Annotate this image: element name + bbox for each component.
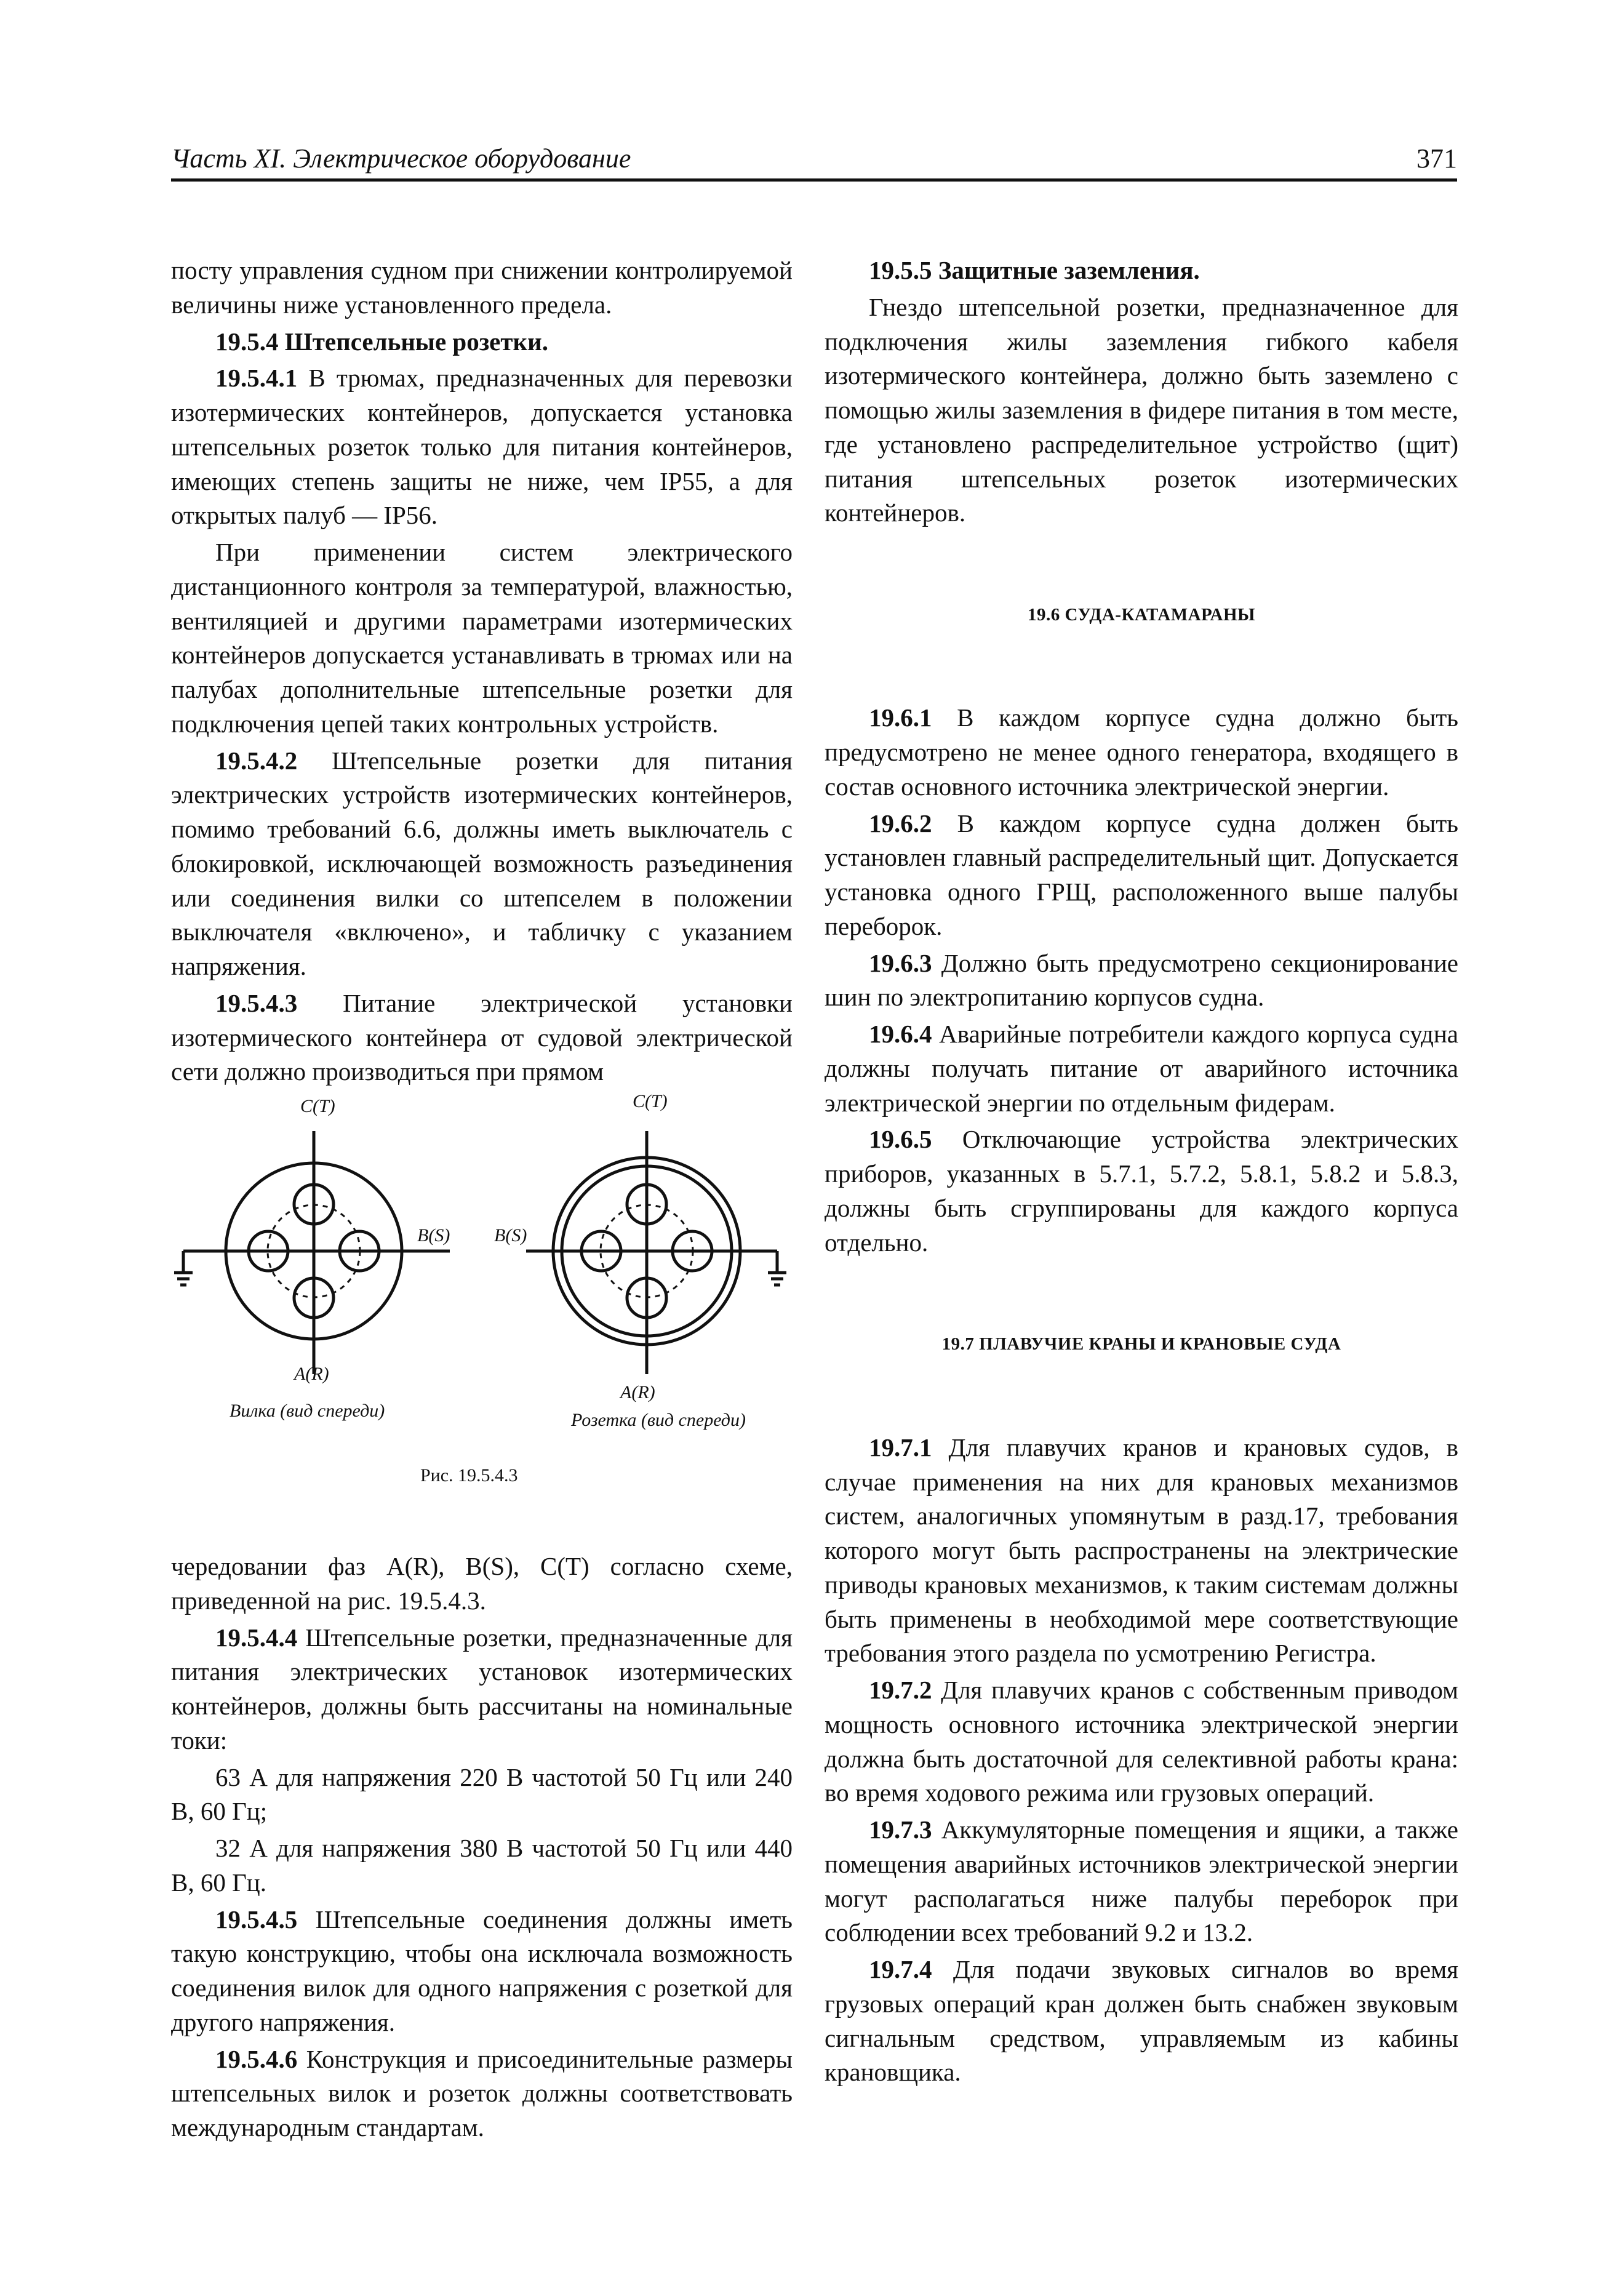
clause-text: Для плавучих кранов и крановых судов, в случае применения на них для крановых механизмов систем, аналогичных упомянутым в разд.17, требования которого могут быть распространены на электрические приводы крановых механизмов, к таким системам должны быть применены в необходимой мере соответствующие требования этого раздела по усмотрению Регистра. (825, 1433, 1458, 1668)
paragraph: 32 А для напряжения 380 В частотой 50 Гц или 440 В, 60 Гц. (171, 1834, 793, 1897)
clause-number: 19.7.1 (869, 1433, 932, 1462)
clause-number: 19.7.3 (869, 1815, 932, 1844)
figure-19-5-4-3 (171, 1091, 793, 1525)
clause-number: 19.5.4.4 (215, 1623, 298, 1652)
clause-number: 19.6.5 (869, 1125, 932, 1154)
plug-label-right: B(S) (417, 1225, 450, 1246)
paragraph (171, 361, 793, 533)
socket-label-left: B(S) (494, 1225, 527, 1246)
figure-caption: Рис. 19.5.4.3 (420, 1465, 518, 1486)
paragraph (825, 807, 1458, 944)
heading-text: 19.5.5 Защитные заземления. (869, 256, 1200, 284)
clause-text: Аккумуляторные помещения и ящики, а также помещения аварийных источников электрической энергии могут располагаться ниже палубы переборок при соблюдении всех требований 9.2 и 13.2. (825, 1815, 1458, 1947)
clause-text: Конструкция и присоединительные размеры штепсельных вилок и розеток должны соответствовать международным стандартам. (171, 2044, 793, 2142)
socket-caption: Розетка (вид спереди) (571, 1410, 746, 1430)
paragraph (825, 1813, 1458, 1950)
paragraph (825, 1953, 1458, 2090)
clause-text: В каждом корпусе судна должно быть предусмотрено не менее одного генератора, входящего в состав основного источника электрической энергии. (825, 703, 1458, 801)
clause-text: Аварийные потребители каждого корпуса судна должны получать питание от аварийного источника электрической энергии по отдельным фидерам. (825, 1020, 1458, 1117)
paragraph (171, 1903, 793, 2040)
paragraph: При применении систем электрического дистанционного контроля за температурой, влажностью, вентиляцией и другими параметрами изотермических контейнеров допускается устанавливать в трюмах или на палубах дополнительные штепсельные розетки для подключения цепей таких контрольных устройств. (171, 538, 793, 738)
clause-text: В каждом корпусе судна должен быть установлен главный распределительный щит. Допускается установка одного ГРЩ, расположенного выше палубы переборок. (825, 809, 1458, 940)
plug-label-top: C(T) (300, 1096, 335, 1116)
socket-label-bottom: A(R) (620, 1382, 655, 1402)
paragraph (171, 744, 793, 984)
clause-text: Должно быть предусмотрено секционирование шин по электропитанию корпусов судна. (825, 948, 1458, 1012)
clause-text: Питание электрической установки изотермического контейнера от судовой электрической сети должно производиться при прямом (171, 988, 793, 1086)
clause-number: 19.5.4.6 (215, 2044, 298, 2073)
clause-number: 19.5.4.3 (215, 988, 298, 1017)
clause-text: Для плавучих кранов с собственным приводом мощность основного источника электрической энергии должна быть достаточной для селективной работы крана: во время ходового режима или грузовых операций. (825, 1676, 1458, 1807)
clause-text: Штепсельные соединения должны иметь такую конструкцию, чтобы она исключала возможность соединения вилок для одного напряжения с розеткой для другого напряжения. (171, 1905, 793, 2036)
paragraph (825, 701, 1458, 804)
paragraph: Гнездо штепсельной розетки, предназначенное для подключения жилы заземления гибкого кабеля изотермического контейнера, должно быть заземлено с помощью жилы заземления в фидере питания в том месте, где установлено распределительное устройство (щит) питания штепсельных розеток изотермических контейнеров. (825, 292, 1458, 527)
paragraph (825, 1122, 1458, 1260)
paragraph (825, 1017, 1458, 1120)
clause-number: 19.7.4 (869, 1955, 932, 1984)
running-header (171, 139, 1457, 182)
paragraph (825, 1673, 1458, 1810)
paragraph: посту управления судном при снижении контролируемой величины ниже установленного предела. (171, 256, 793, 319)
clause-number: 19.7.2 (869, 1676, 932, 1705)
clause-number: 19.6.1 (869, 703, 932, 732)
left-column (171, 254, 793, 2148)
clause-number: 19.5.4.2 (215, 746, 298, 775)
paragraph: 63 А для напряжения 220 В частотой 50 Гц или 240 В, 60 Гц; (171, 1762, 793, 1826)
right-column (825, 254, 1458, 2092)
clause-number: 19.6.4 (869, 1020, 932, 1049)
paragraph (171, 2042, 793, 2145)
header-title: Часть XI. Электрическое оборудование (171, 143, 631, 174)
heading-text: 19.5.4 Штепсельные розетки. (215, 327, 549, 356)
paragraph: чередовании фаз A(R), B(S), C(T) согласно схеме, приведенной на рис. 19.5.4.3. (171, 1552, 793, 1615)
clause-number: 19.6.2 (869, 809, 932, 838)
paragraph (825, 1431, 1458, 1671)
clause-number: 19.6.3 (869, 948, 932, 977)
page-number: 371 (1416, 143, 1457, 174)
paragraph (171, 1621, 793, 1758)
clause-text: Отключающие устройства электрических приборов, указанных в 5.7.1, 5.7.2, 5.8.1, 5.8.2 и 5.8.3, должны быть сгруппированы для каждого корпуса отдельно. (825, 1125, 1458, 1257)
section-heading-19-6: 19.6 СУДА-КАТАМАРАНЫ (1027, 605, 1256, 625)
clause-number: 19.5.4.1 (215, 364, 298, 393)
plug-caption: Вилка (вид спереди) (230, 1401, 385, 1421)
subsection-heading (825, 254, 1458, 288)
clause-text: Штепсельные розетки, предназначенные для питания электрических установок изотермических контейнеров, должны быть рассчитаны на номинальные токи: (171, 1623, 793, 1754)
paragraph (171, 986, 793, 1089)
socket-label-top: C(T) (633, 1091, 668, 1111)
section-heading-19-7: 19.7 ПЛАВУЧИЕ КРАНЫ И КРАНОВЫЕ СУДА (941, 1334, 1341, 1354)
subsection-heading (171, 325, 793, 359)
clause-text: В трюмах, предназначенных для перевозки изотермических контейнеров, допускается установка штепсельных розеток только для питания контейнеров, имеющих степень защиты не ниже, чем IP55, а для открытых палуб — IP56. (171, 364, 793, 530)
plug-label-bottom: A(R) (294, 1364, 329, 1384)
paragraph (825, 946, 1458, 1015)
clause-text: Штепсельные розетки для питания электрических устройств изотермических контейнеров, помимо требований 6.6, должны иметь выключатель с блокировкой, исключающей возможность разъединения или соединения вилки со штепселем в положении выключателя «включено», и табличку с указанием напряжения. (171, 746, 793, 980)
clause-text: Для подачи звуковых сигналов во время грузовых операций кран должен быть снабжен звуковым сигнальным средством, управляемым из кабины крановщика. (825, 1955, 1458, 2087)
clause-number: 19.5.4.5 (215, 1905, 298, 1934)
